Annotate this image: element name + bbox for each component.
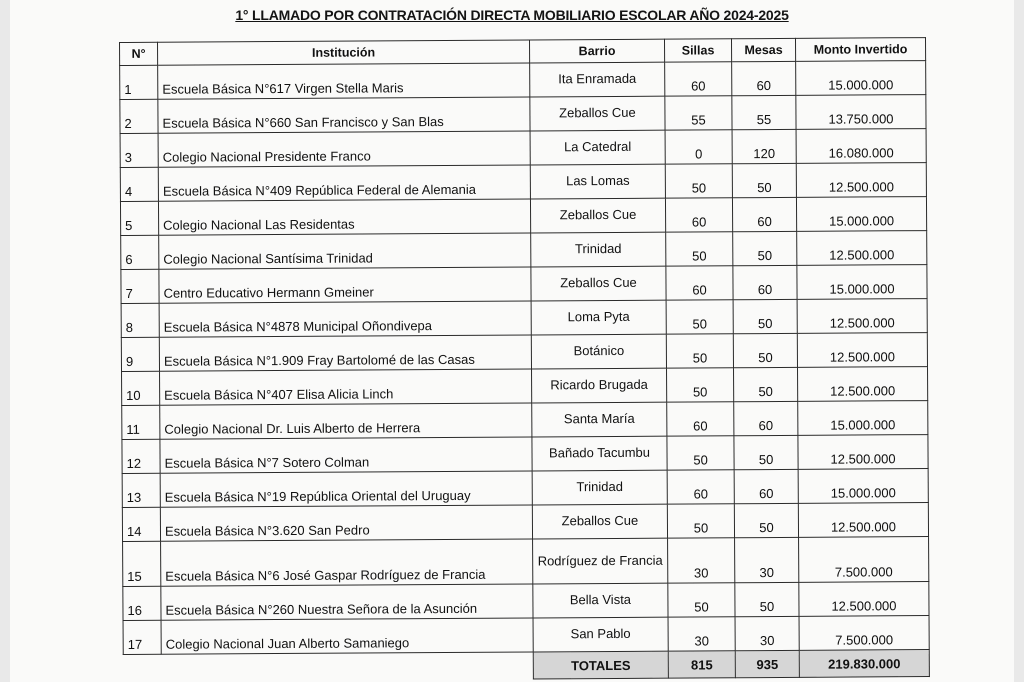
cell-num: 12 (122, 439, 160, 473)
cell-num: 14 (122, 507, 160, 541)
cell-institucion: Escuela Básica N°3.620 San Pedro (160, 505, 532, 541)
cell-barrio: Ricardo Brugada (532, 368, 667, 403)
cell-num: 8 (121, 303, 159, 337)
table-row (121, 333, 927, 372)
cell-monto: 12.500.000 (796, 163, 926, 198)
totals-sillas: 815 (668, 651, 735, 678)
cell-num: 11 (122, 405, 160, 439)
cell-monto: 12.500.000 (798, 503, 928, 538)
cell-institucion: Colegio Nacional Dr. Luis Alberto de Herrera (160, 403, 532, 439)
table-row (121, 265, 927, 304)
cell-monto: 15.000.000 (798, 401, 928, 436)
cell-institucion: Escuela Básica N°407 Elisa Alicia Linch (160, 369, 532, 405)
cell-institucion: Escuela Básica N°409 República Federal de Alemania (158, 165, 530, 201)
cell-monto: 12.500.000 (798, 435, 928, 470)
cell-institucion: Colegio Nacional Las Residentas (158, 199, 530, 235)
cell-num: 3 (120, 133, 158, 167)
cell-monto: 12.500.000 (797, 231, 927, 266)
cell-sillas: 0 (665, 130, 732, 164)
header-monto: Monto Invertido (795, 38, 925, 62)
cell-mesas: 50 (733, 231, 797, 265)
cell-barrio: Trinidad (532, 470, 667, 505)
cell-num: 10 (122, 371, 160, 405)
cell-sillas: 60 (667, 470, 734, 504)
cell-institucion: Escuela Básica N°4878 Municipal Oñondivepa (159, 301, 531, 337)
cell-mesas: 30 (735, 537, 799, 582)
cell-num: 15 (123, 541, 161, 586)
header-institucion: Institución (158, 40, 530, 65)
cell-monto: 12.500.000 (797, 333, 927, 368)
cell-sillas: 60 (667, 402, 734, 436)
cell-num: 5 (120, 201, 158, 235)
cell-barrio: Botánico (531, 334, 666, 369)
totals-mesas: 935 (735, 650, 799, 677)
cell-barrio: San Pablo (533, 617, 668, 652)
document-title: 1° LLAMADO POR CONTRATACIÓN DIRECTA MOBILIARIO ESCOLAR AÑO 2024-2025 (235, 7, 789, 23)
cell-barrio: Ita Enramada (530, 62, 665, 97)
cell-mesas: 60 (732, 61, 796, 95)
cell-num: 17 (123, 620, 161, 654)
cell-sillas: 50 (667, 504, 734, 538)
table-row (122, 469, 928, 508)
cell-barrio: La Catedral (530, 130, 665, 165)
cell-sillas: 30 (668, 538, 735, 583)
cell-institucion: Escuela Básica N°660 San Francisco y San Blas (158, 97, 530, 133)
cell-institucion: Centro Educativo Hermann Gmeiner (159, 267, 531, 303)
cell-monto: 7.500.000 (799, 616, 929, 651)
totals-label: TOTALES (533, 651, 668, 679)
cell-monto: 15.000.000 (796, 197, 926, 232)
table-row (122, 367, 928, 406)
cell-barrio: Santa María (532, 402, 667, 437)
cell-sillas: 50 (667, 436, 734, 470)
cell-num: 2 (120, 99, 158, 133)
header-barrio: Barrio (529, 39, 664, 63)
cell-sillas: 50 (666, 334, 733, 368)
cell-sillas: 50 (667, 368, 734, 402)
cell-mesas: 50 (732, 163, 796, 197)
cell-institucion: Escuela Básica N°6 José Gaspar Rodríguez de Francia (161, 539, 533, 586)
cell-num: 1 (120, 65, 158, 99)
cell-institucion: Colegio Nacional Presidente Franco (158, 131, 530, 167)
cell-num: 16 (123, 586, 161, 620)
cell-num: 4 (120, 167, 158, 201)
cell-barrio: Trinidad (531, 232, 666, 267)
cell-sillas: 60 (666, 266, 733, 300)
cell-institucion: Escuela Básica N°617 Virgen Stella Maris (158, 63, 530, 99)
cell-monto: 15.000.000 (796, 61, 926, 96)
cell-barrio: Zeballos Cue (530, 198, 665, 233)
table-row (120, 95, 926, 134)
table-row (123, 537, 929, 587)
cell-monto: 12.500.000 (797, 299, 927, 334)
table-row (122, 503, 928, 542)
cell-mesas: 50 (733, 299, 797, 333)
table-row (120, 61, 926, 100)
table-row (121, 231, 927, 270)
totals-monto: 219.830.000 (799, 650, 929, 678)
document-page (10, 0, 1014, 682)
cell-sillas: 50 (666, 232, 733, 266)
cell-barrio: Zeballos Cue (531, 266, 666, 301)
cell-barrio: Rodríguez de Francia (533, 538, 668, 584)
header-mesas: Mesas (731, 38, 795, 61)
cell-institucion: Colegio Nacional Juan Alberto Samaniego (161, 618, 533, 654)
cell-mesas: 50 (733, 333, 797, 367)
cell-mesas: 30 (735, 616, 799, 650)
table-row (122, 401, 928, 440)
totals-row (123, 650, 929, 682)
cell-barrio: Zeballos Cue (530, 96, 665, 131)
cell-institucion: Escuela Básica N°7 Sotero Colman (160, 437, 532, 473)
cell-sillas: 50 (666, 300, 733, 334)
cell-sillas: 60 (665, 198, 732, 232)
table-row (123, 582, 929, 621)
cell-num: 9 (121, 337, 159, 371)
header-sillas: Sillas (664, 39, 731, 62)
cell-num: 7 (121, 269, 159, 303)
cell-mesas: 50 (735, 582, 799, 616)
header-num: N° (120, 42, 158, 65)
cell-mesas: 50 (734, 367, 798, 401)
furniture-table (119, 37, 930, 682)
cell-monto: 15.000.000 (798, 469, 928, 504)
cell-mesas: 60 (734, 401, 798, 435)
table-row (120, 129, 926, 168)
cell-sillas: 55 (665, 96, 732, 130)
cell-mesas: 60 (734, 469, 798, 503)
cell-institucion: Colegio Nacional Santísima Trinidad (159, 233, 531, 269)
cell-mesas: 55 (732, 95, 796, 129)
cell-monto: 16.080.000 (796, 129, 926, 164)
cell-sillas: 50 (668, 583, 735, 617)
cell-num: 13 (122, 473, 160, 507)
cell-mesas: 60 (733, 265, 797, 299)
cell-num: 6 (121, 235, 159, 269)
cell-institucion: Escuela Básica N°260 Nuestra Señora de la Asunción (161, 584, 533, 620)
cell-mesas: 120 (732, 129, 796, 163)
cell-monto: 12.500.000 (798, 367, 928, 402)
cell-mesas: 60 (732, 197, 796, 231)
cell-mesas: 50 (734, 503, 798, 537)
cell-monto: 7.500.000 (799, 537, 929, 583)
table-row (123, 616, 929, 655)
cell-barrio: Zeballos Cue (532, 504, 667, 539)
cell-barrio: Bella Vista (533, 583, 668, 618)
cell-barrio: Bañado Tacumbu (532, 436, 667, 471)
cell-barrio: Loma Pyta (531, 300, 666, 335)
table-row (122, 435, 928, 474)
table-row (120, 163, 926, 202)
cell-mesas: 50 (734, 435, 798, 469)
cell-barrio: Las Lomas (530, 164, 665, 199)
cell-monto: 13.750.000 (796, 95, 926, 130)
cell-sillas: 50 (665, 164, 732, 198)
cell-institucion: Escuela Básica N°1.909 Fray Bartolomé de las Casas (159, 335, 531, 371)
table-row (121, 299, 927, 338)
cell-sillas: 60 (665, 62, 732, 96)
cell-monto: 15.000.000 (797, 265, 927, 300)
cell-sillas: 30 (668, 617, 735, 651)
table-row (120, 197, 926, 236)
cell-monto: 12.500.000 (799, 582, 929, 617)
cell-institucion: Escuela Básica N°19 República Oriental del Uruguay (160, 471, 532, 507)
